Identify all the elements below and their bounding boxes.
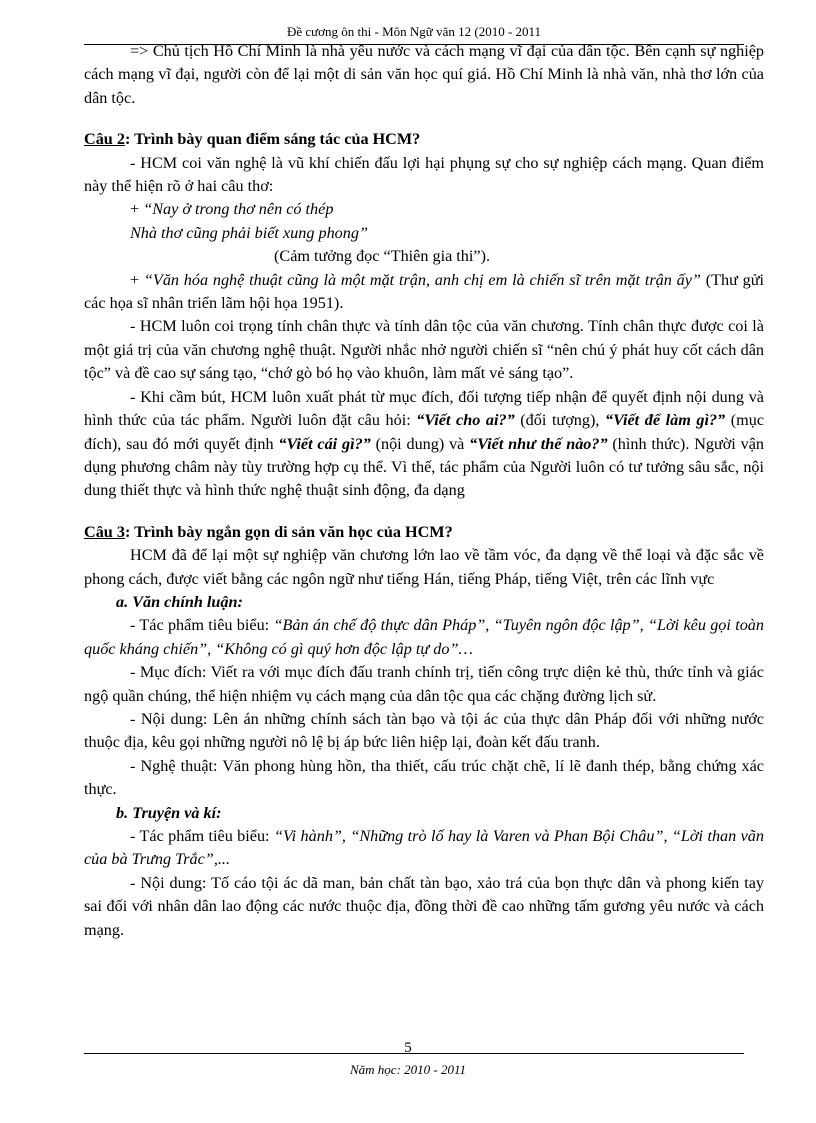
question-3-label: Câu 3: [84, 522, 125, 541]
q2-quote-text: “Văn hóa nghệ thuật cũng là một mặt trận, anh chị em là chiến sĩ trên mặt trận ấy”: [143, 270, 701, 289]
q2-citation-2: (Thư gửi các họa sĩ nhân triển lãm hội họa 1951).: [84, 270, 764, 313]
spacer: [84, 503, 764, 521]
q2-p3-question-who: “Viết cho ai?”: [416, 411, 515, 430]
question-2-label: Câu 2: [84, 130, 125, 149]
q2-p3-text-a: - Khi cầm bút, HCM luôn xuất phát từ mục đích, đối tượng tiếp nhận để quyết định nội dung và hình thức của tác phẩm. Người luôn đặt câu hỏi:: [84, 387, 764, 430]
q3-a-works-lead: - Tác phẩm tiêu biểu:: [130, 616, 274, 635]
q2-plus-marker-2: +: [130, 270, 144, 289]
intro-paragraph: => Chủ tịch Hồ Chí Minh là nhà yêu nước và cách mạng vĩ đại của dân tộc. Bên cạnh sự nghiệp cách mạng vĩ đại, người còn để lại một di sản văn học quí giá. Hồ Chí Minh là nhà văn, nhà thơ lớn của dân tộc.: [84, 42, 764, 107]
spacer: [84, 110, 764, 128]
footer-divider: [84, 1053, 744, 1054]
q3-a-content: - Nội dung: Lên án những chính sách tàn bạo và tội ác của thực dân Pháp đối với những nước thuộc địa, kêu gọi những người nô lệ bị áp bức liên hiệp lại, đoàn kết đấu tranh.: [84, 709, 764, 752]
q3-section-a-title: a. Văn chính luận:: [116, 592, 243, 611]
q2-p3-question-how: “Viết như thế nào?”: [469, 434, 608, 453]
q2-paragraph-3: [84, 386, 764, 503]
footer-year: Năm học: 2010 - 2011: [349, 1062, 467, 1077]
q2-p3-text-e: (mục đích), sau đó mới quyết định: [84, 411, 764, 453]
header-text: Đề cương ôn thi - Môn Ngữ văn 12 (2010 - 2011: [286, 24, 542, 39]
q2-p3-text-g: (nội dung) và: [370, 434, 470, 453]
q2-p3-question-what: “Viết cái gì?”: [278, 434, 371, 453]
q3-b-works-lead: - Tác phẩm tiêu biểu:: [130, 827, 274, 845]
q3-a-purpose: - Mục đích: Viết ra với mục đích đấu tranh chính trị, tiến công trực diện kẻ thù, thức tỉnh và giác ngộ quần chúng, thể hiện nhiệm vụ cách mạng của dân tộc qua các chặng đường lịch sử.: [84, 663, 764, 705]
q2-citation-1: (Cảm tưởng đọc “Thiên gia thi”).: [274, 247, 491, 266]
q2-poem-text-1: “Nay ở trong thơ nên có thép: [143, 200, 334, 219]
question-2-title: : Trình bày quan điểm sáng tác của HCM?: [124, 130, 421, 149]
q2-poem-line-2: Nhà thơ cũng phải biết xung phong”: [130, 223, 368, 242]
q2-p3-question-why: “Viết để làm gì?”: [604, 411, 726, 430]
q3-a-works-list: “Bản án chế độ thực dân Pháp”, “Tuyên ngôn độc lập”, “Lời kêu gọi toàn quốc kháng chiến”, “Không có gì quý hơn độc lập tự do”…: [84, 616, 764, 658]
q3-paragraph-1: HCM đã để lại một sự nghiệp văn chương lớn lao về tầm vóc, đa dạng về thể loại và đặc sắc về phong cách, được viết bằng các ngôn ngữ như tiếng Hán, tiếng Pháp, tiếng Việt, trên các lĩnh vực: [84, 546, 764, 588]
q2-paragraph-1: - HCM coi văn nghệ là vũ khí chiến đấu lợi hại phụng sự cho sự nghiệp cách mạng. Quan điểm này thể hiện rõ ở hai câu thơ:: [84, 153, 764, 196]
question-2-heading: [84, 128, 764, 151]
q2-quote-paragraph: [84, 269, 764, 316]
q3-a-works: [84, 614, 764, 661]
question-3-title: : Trình bày ngắn gọn di sản văn học của HCM?: [124, 522, 453, 541]
q3-section-b-title: b. Truyện và kí:: [116, 803, 222, 822]
question-3-heading: [84, 521, 764, 544]
q3-b-works-list: “Vi hành”, “Những trò lố hay là Varen và Phan Bội Châu”, “Lời than vãn của bà Trưng Trắc”,...: [84, 827, 764, 869]
page-number: 5: [404, 1040, 412, 1056]
q3-b-content: - Nội dung: Tố cáo tội ác dã man, bản chất tàn bạo, xảo trá của bọn thực dân và phong kiến tay sai đối với nhân dân lao động các nước thuộc địa, đồng thời đề cao những tấm gương yêu nước và cách mạng.: [84, 873, 764, 939]
q3-a-art: - Nghệ thuật: Văn phong hùng hồn, tha thiết, cấu trúc chặt chẽ, lí lẽ đanh thép, bằng chứng xác thực.: [84, 756, 764, 799]
q3-b-works: [84, 825, 764, 872]
q2-p3-text-i: (hình thức). Người vận dụng phương châm này tùy trường hợp cụ thể. Vì thế, tác phẩm của Người luôn có tư tưởng sâu sắc, nội dung thiết thực và hình thức nghệ thuật sinh động, đa dạng: [84, 434, 764, 500]
q2-plus-marker-1: +: [130, 200, 144, 219]
q2-p3-text-c: (đối tượng),: [514, 411, 605, 430]
q2-paragraph-2: - HCM luôn coi trọng tính chân thực và tính dân tộc của văn chương. Tính chân thực được coi là một giá trị của văn chương nghệ thuật. Người nhắc nhở người chiến sĩ “nên chú ý phát huy cốt cách dân tộc” và đề cao sự sáng tạo, “chớ gò bó họ vào khuôn, làm mất vẻ sáng tạo”.: [84, 317, 764, 383]
document-body: [84, 40, 764, 942]
q2-poem-line-1: [84, 198, 764, 221]
